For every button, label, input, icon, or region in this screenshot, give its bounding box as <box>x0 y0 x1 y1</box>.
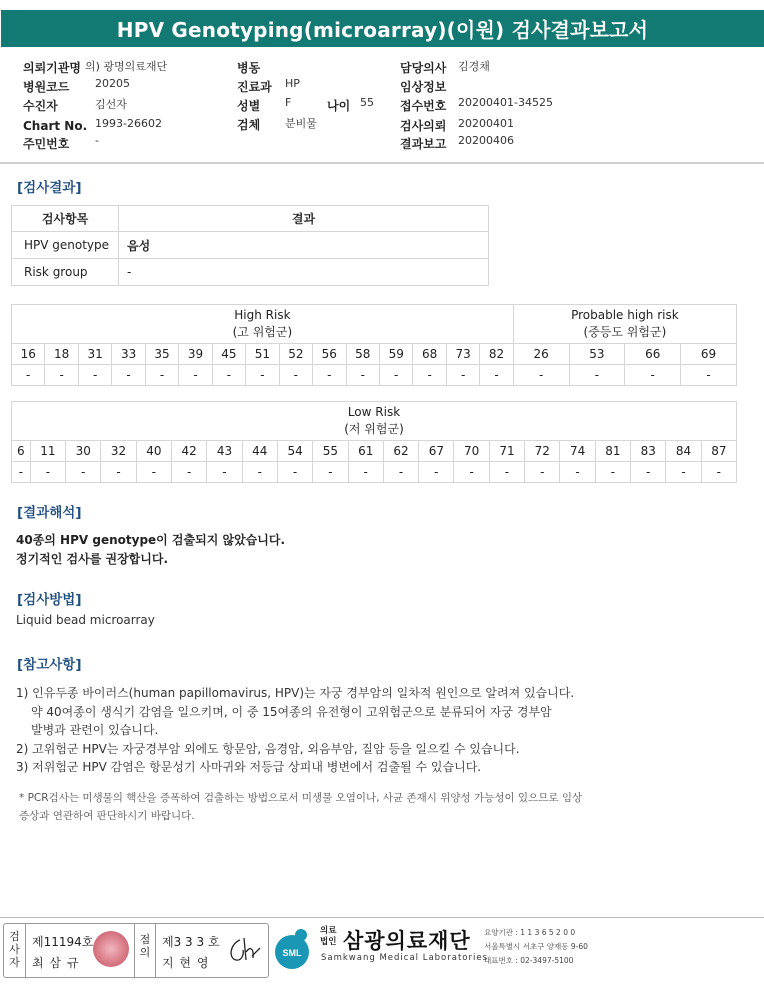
genotype-cell: 72 <box>525 441 560 462</box>
genotype-result-cell: - <box>12 462 31 483</box>
genotype-cell: 70 <box>454 441 489 462</box>
high-risk-header <box>12 305 514 344</box>
code-value: 20205 <box>95 77 130 90</box>
genotype-result-cell: - <box>383 462 418 483</box>
genotype-result-cell: - <box>446 365 479 386</box>
report-title: HPV Genotyping(microarray)(이원) 검사결과보고서 <box>1 10 764 47</box>
result-value: - <box>119 259 489 286</box>
section-reference-title: [참고사항] <box>17 657 82 673</box>
genotype-result-cell: - <box>666 462 701 483</box>
dept-label: 진료과 <box>237 80 272 94</box>
genotype-result-cell: - <box>480 365 513 386</box>
reviewer-name: 지 현 영 <box>162 956 210 970</box>
sex-label: 성별 <box>237 99 261 113</box>
genotype-cell: 59 <box>379 344 412 365</box>
org-phone: 대표번호 : 02-3497-5100 <box>484 956 574 965</box>
genotype-result-cell: - <box>145 365 178 386</box>
genotype-result-cell: - <box>66 462 101 483</box>
code-label: 병원코드 <box>23 80 70 94</box>
specimen-label: 검체 <box>237 118 261 132</box>
probable-risk-subtitle: (중등도 위험군) <box>583 325 667 339</box>
genotype-cell: 39 <box>179 344 212 365</box>
genotype-result-cell: - <box>277 462 312 483</box>
age-label: 나이 <box>327 99 351 113</box>
genotype-cell: 33 <box>112 344 145 365</box>
genotype-cell: 18 <box>45 344 78 365</box>
low-risk-header <box>12 402 737 441</box>
table-row <box>12 259 489 286</box>
genotype-result-cell: - <box>348 462 383 483</box>
org-prefix-line: 의료 <box>320 926 337 936</box>
genotype-result-cell: - <box>346 365 379 386</box>
tester-name: 최 삼 규 <box>32 956 80 970</box>
genotype-cell: 40 <box>136 441 171 462</box>
signature-box <box>3 923 269 978</box>
age-value: 55 <box>360 96 374 109</box>
genotype-row <box>12 441 737 462</box>
result-header-item: 검사항목 <box>12 206 119 232</box>
org-name: 삼광의료재단 <box>343 929 471 953</box>
genotype-cell: 6 <box>12 441 31 462</box>
genotype-result-cell: - <box>78 365 111 386</box>
org-prefix-line: 법인 <box>320 937 337 947</box>
genotype-result-row <box>12 462 737 483</box>
genotype-result-cell: - <box>207 462 242 483</box>
genotype-cell: 68 <box>413 344 446 365</box>
genotype-cell: 83 <box>631 441 666 462</box>
inst-label: 의뢰기관명 <box>23 61 81 75</box>
genotype-cell: 84 <box>666 441 701 462</box>
genotype-cell: 58 <box>346 344 379 365</box>
genotype-result-cell: - <box>625 365 681 386</box>
request-label: 검사의뢰 <box>400 119 447 133</box>
genotype-cell: 43 <box>207 441 242 462</box>
genotype-cell: 87 <box>701 441 736 462</box>
request-value: 20200401 <box>458 117 514 130</box>
result-table <box>11 205 489 286</box>
ward-label: 병동 <box>237 61 261 75</box>
genotype-result-cell: - <box>101 462 136 483</box>
doctor-label: 담당의사 <box>400 61 447 75</box>
genotype-cell: 74 <box>560 441 595 462</box>
chart-value: 1993-26602 <box>95 117 162 130</box>
genotype-cell: 30 <box>66 441 101 462</box>
section-interpretation-title: [결과해석] <box>17 505 82 521</box>
genotype-result-cell: - <box>112 365 145 386</box>
genotype-result-cell: - <box>30 462 65 483</box>
genotype-result-cell: - <box>179 365 212 386</box>
genotype-result-cell: - <box>513 365 569 386</box>
receipt-label: 접수번호 <box>400 99 447 113</box>
genotype-result-cell: - <box>212 365 245 386</box>
genotype-cell: 61 <box>348 441 383 462</box>
dept-value: HP <box>285 77 300 90</box>
genotype-cell: 71 <box>489 441 524 462</box>
note-line: * PCR검사는 미생물의 핵산을 증폭하여 검출하는 방법으로서 미생물 오염이나, 사균 존재시 위양성 가능성이 있으므로 임상 <box>19 792 583 804</box>
genotype-result-cell: - <box>489 462 524 483</box>
genotype-cell: 73 <box>446 344 479 365</box>
low-risk-title: Low Risk <box>347 405 401 419</box>
low-risk-grid <box>11 401 737 483</box>
interpretation-line: 40종의 HPV genotype이 검출되지 않았습니다. <box>16 533 286 547</box>
genotype-cell: 67 <box>419 441 454 462</box>
genotype-result-cell: - <box>454 462 489 483</box>
genotype-cell: 31 <box>78 344 111 365</box>
genotype-result-cell: - <box>379 365 412 386</box>
org-english-name: Samkwang Medical Laboratories <box>321 953 489 963</box>
genotype-result-cell: - <box>569 365 625 386</box>
genotype-cell: 66 <box>625 344 681 365</box>
sex-value: F <box>285 96 292 109</box>
section-result-title: [검사결과] <box>17 180 82 196</box>
org-code: 요양기관 : 1 1 3 6 5 2 0 0 <box>484 928 576 937</box>
id-value: - <box>95 134 99 147</box>
genotype-cell: 51 <box>246 344 279 365</box>
genotype-cell: 11 <box>30 441 65 462</box>
high-risk-title: High Risk <box>234 308 291 322</box>
reference-line: 3) 저위험군 HPV 감염은 항문성기 사마귀와 저등급 상피내 병변에서 검출될 수 있습니다. <box>16 760 482 775</box>
genotype-result-cell: - <box>525 462 560 483</box>
clinical-label: 임상정보 <box>400 80 447 94</box>
genotype-result-cell: - <box>701 462 736 483</box>
inst-value: 의) 광명의료재단 <box>85 60 168 73</box>
probable-risk-header <box>513 305 736 344</box>
genotype-result-cell: - <box>242 462 277 483</box>
reviewer-label: 점의 <box>134 924 156 977</box>
section-method-title: [검사방법] <box>17 592 82 608</box>
genotype-cell: 81 <box>595 441 630 462</box>
genotype-cell: 44 <box>242 441 277 462</box>
report-label: 결과보고 <box>400 137 447 151</box>
genotype-cell: 35 <box>145 344 178 365</box>
official-seal <box>93 931 129 967</box>
sml-logo-text: SML <box>282 948 302 958</box>
result-value: 음성 <box>119 232 489 259</box>
genotype-result-cell: - <box>560 462 595 483</box>
org-contact-info <box>484 926 588 968</box>
reference-text <box>16 684 574 777</box>
genotype-result-cell: - <box>12 365 45 386</box>
genotype-result-cell: - <box>595 462 630 483</box>
genotype-result-cell: - <box>631 462 666 483</box>
interpretation-line: 정기적인 검사를 권장합니다. <box>16 552 169 566</box>
genotype-cell: 52 <box>279 344 312 365</box>
genotype-result-cell: - <box>681 365 737 386</box>
org-prefix <box>320 926 336 948</box>
genotype-result-cell: - <box>246 365 279 386</box>
result-item: Risk group <box>12 259 119 286</box>
note-line: 증상과 연관하여 판단하시기 바랍니다. <box>19 810 195 822</box>
reference-line: 1) 인유두종 바이러스(human papillomavirus, HPV)는 자궁 경부암의 일차적 원인으로 알려져 있습니다. <box>16 686 575 700</box>
collector-value: 김선자 <box>95 98 127 111</box>
footer-divider <box>0 917 764 918</box>
pcr-note <box>19 789 582 825</box>
genotype-cell: 16 <box>12 344 45 365</box>
genotype-cell: 53 <box>569 344 625 365</box>
genotype-cell: 45 <box>212 344 245 365</box>
tester-label: 검사자 <box>4 924 26 977</box>
genotype-cell: 54 <box>277 441 312 462</box>
specimen-value: 분비물 <box>285 117 317 130</box>
genotype-result-cell: - <box>419 462 454 483</box>
tester-license: 제11194호 <box>32 935 94 949</box>
receipt-value: 20200401-34525 <box>458 96 553 109</box>
method-text: Liquid bead microarray <box>16 613 155 627</box>
genotype-result-row <box>12 365 737 386</box>
genotype-row <box>12 344 737 365</box>
genotype-result-cell: - <box>279 365 312 386</box>
genotype-cell: 56 <box>313 344 346 365</box>
chart-label: Chart No. <box>23 119 88 133</box>
genotype-cell: 82 <box>480 344 513 365</box>
org-address: 서울특별시 서초구 양재동 9-60 <box>484 942 588 951</box>
collector-label: 수진자 <box>23 99 58 113</box>
id-label: 주민번호 <box>23 137 70 151</box>
genotype-result-cell: - <box>171 462 206 483</box>
genotype-cell: 26 <box>513 344 569 365</box>
reference-line: 2) 고위험군 HPV는 자궁경부암 외에도 항문암, 음경암, 외음부암, 질암 등을 일으킬 수 있습니다. <box>16 741 520 756</box>
table-row <box>12 232 489 259</box>
genotype-cell: 32 <box>101 441 136 462</box>
genotype-cell: 42 <box>171 441 206 462</box>
result-header-result: 결과 <box>119 206 489 232</box>
divider <box>0 162 764 164</box>
probable-risk-title: Probable high risk <box>571 308 679 322</box>
sml-logo-icon <box>270 926 314 970</box>
doctor-value: 김경채 <box>458 60 490 73</box>
genotype-result-cell: - <box>313 365 346 386</box>
high-risk-grid <box>11 304 737 386</box>
interpretation-text <box>16 531 285 569</box>
genotype-cell: 55 <box>313 441 348 462</box>
result-item: HPV genotype <box>12 232 119 259</box>
genotype-result-cell: - <box>136 462 171 483</box>
genotype-cell: 69 <box>681 344 737 365</box>
reference-line: 약 40여종이 생식기 감염을 일으키며, 이 중 15여종의 유전형이 고위험군으로 분류되어 자궁 경부암 <box>31 704 552 719</box>
genotype-result-cell: - <box>413 365 446 386</box>
reviewer-license: 제3 3 3 호 <box>162 935 220 949</box>
high-risk-subtitle: (고 위험군) <box>232 325 293 339</box>
low-risk-subtitle: (저 위험군) <box>344 422 404 436</box>
report-value: 20200406 <box>458 134 514 147</box>
signature-image <box>226 934 262 968</box>
genotype-cell: 62 <box>383 441 418 462</box>
reference-line: 발병과 관련이 있습니다. <box>31 723 159 738</box>
genotype-result-cell: - <box>45 365 78 386</box>
genotype-result-cell: - <box>313 462 348 483</box>
